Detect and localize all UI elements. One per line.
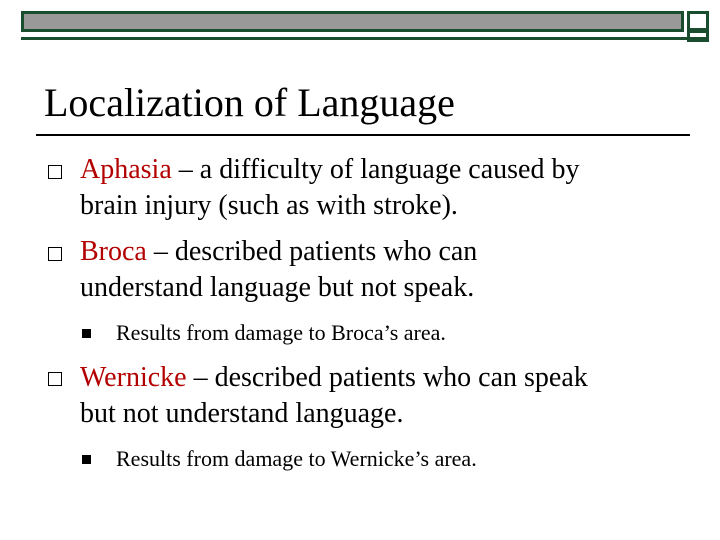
hollow-square-bullet-icon <box>48 372 62 386</box>
bullet-text-line1: – a difficulty of language caused by <box>171 154 580 185</box>
hollow-square-bullet-icon <box>48 165 62 179</box>
bullet-wernicke <box>80 360 700 432</box>
sub-bullet-wernicke-area: Results from damage to Wernicke’s area. <box>116 446 477 471</box>
bullet-text-line1: – described patients who can <box>146 236 478 267</box>
title-underline <box>36 134 690 136</box>
solid-square-bullet-icon <box>82 329 91 338</box>
bullet-aphasia <box>80 152 700 224</box>
sub-bullet-broca-area: Results from damage to Broca’s area. <box>116 320 446 345</box>
bullet-term: Aphasia <box>80 154 172 185</box>
slide-title: Localization of Language <box>44 80 455 125</box>
hollow-square-bullet-icon <box>48 247 62 261</box>
solid-square-bullet-icon <box>82 455 91 464</box>
bullet-text-line2: but not understand language. <box>80 398 404 429</box>
bullet-broca <box>80 234 700 306</box>
top-bar-box <box>21 11 684 32</box>
top-bar-line <box>21 37 709 40</box>
bullet-term: Broca <box>80 236 147 267</box>
bullet-text-line2: understand language but not speak. <box>80 272 475 303</box>
bullet-text-line2: brain injury (such as with stroke). <box>80 190 458 221</box>
top-bar-square-upper <box>687 11 709 31</box>
bullet-text-line1: – described patients who can speak <box>186 362 588 393</box>
top-decorative-bar <box>21 9 709 40</box>
bullet-term: Wernicke <box>80 362 187 393</box>
top-bar-square-lower <box>687 30 709 42</box>
